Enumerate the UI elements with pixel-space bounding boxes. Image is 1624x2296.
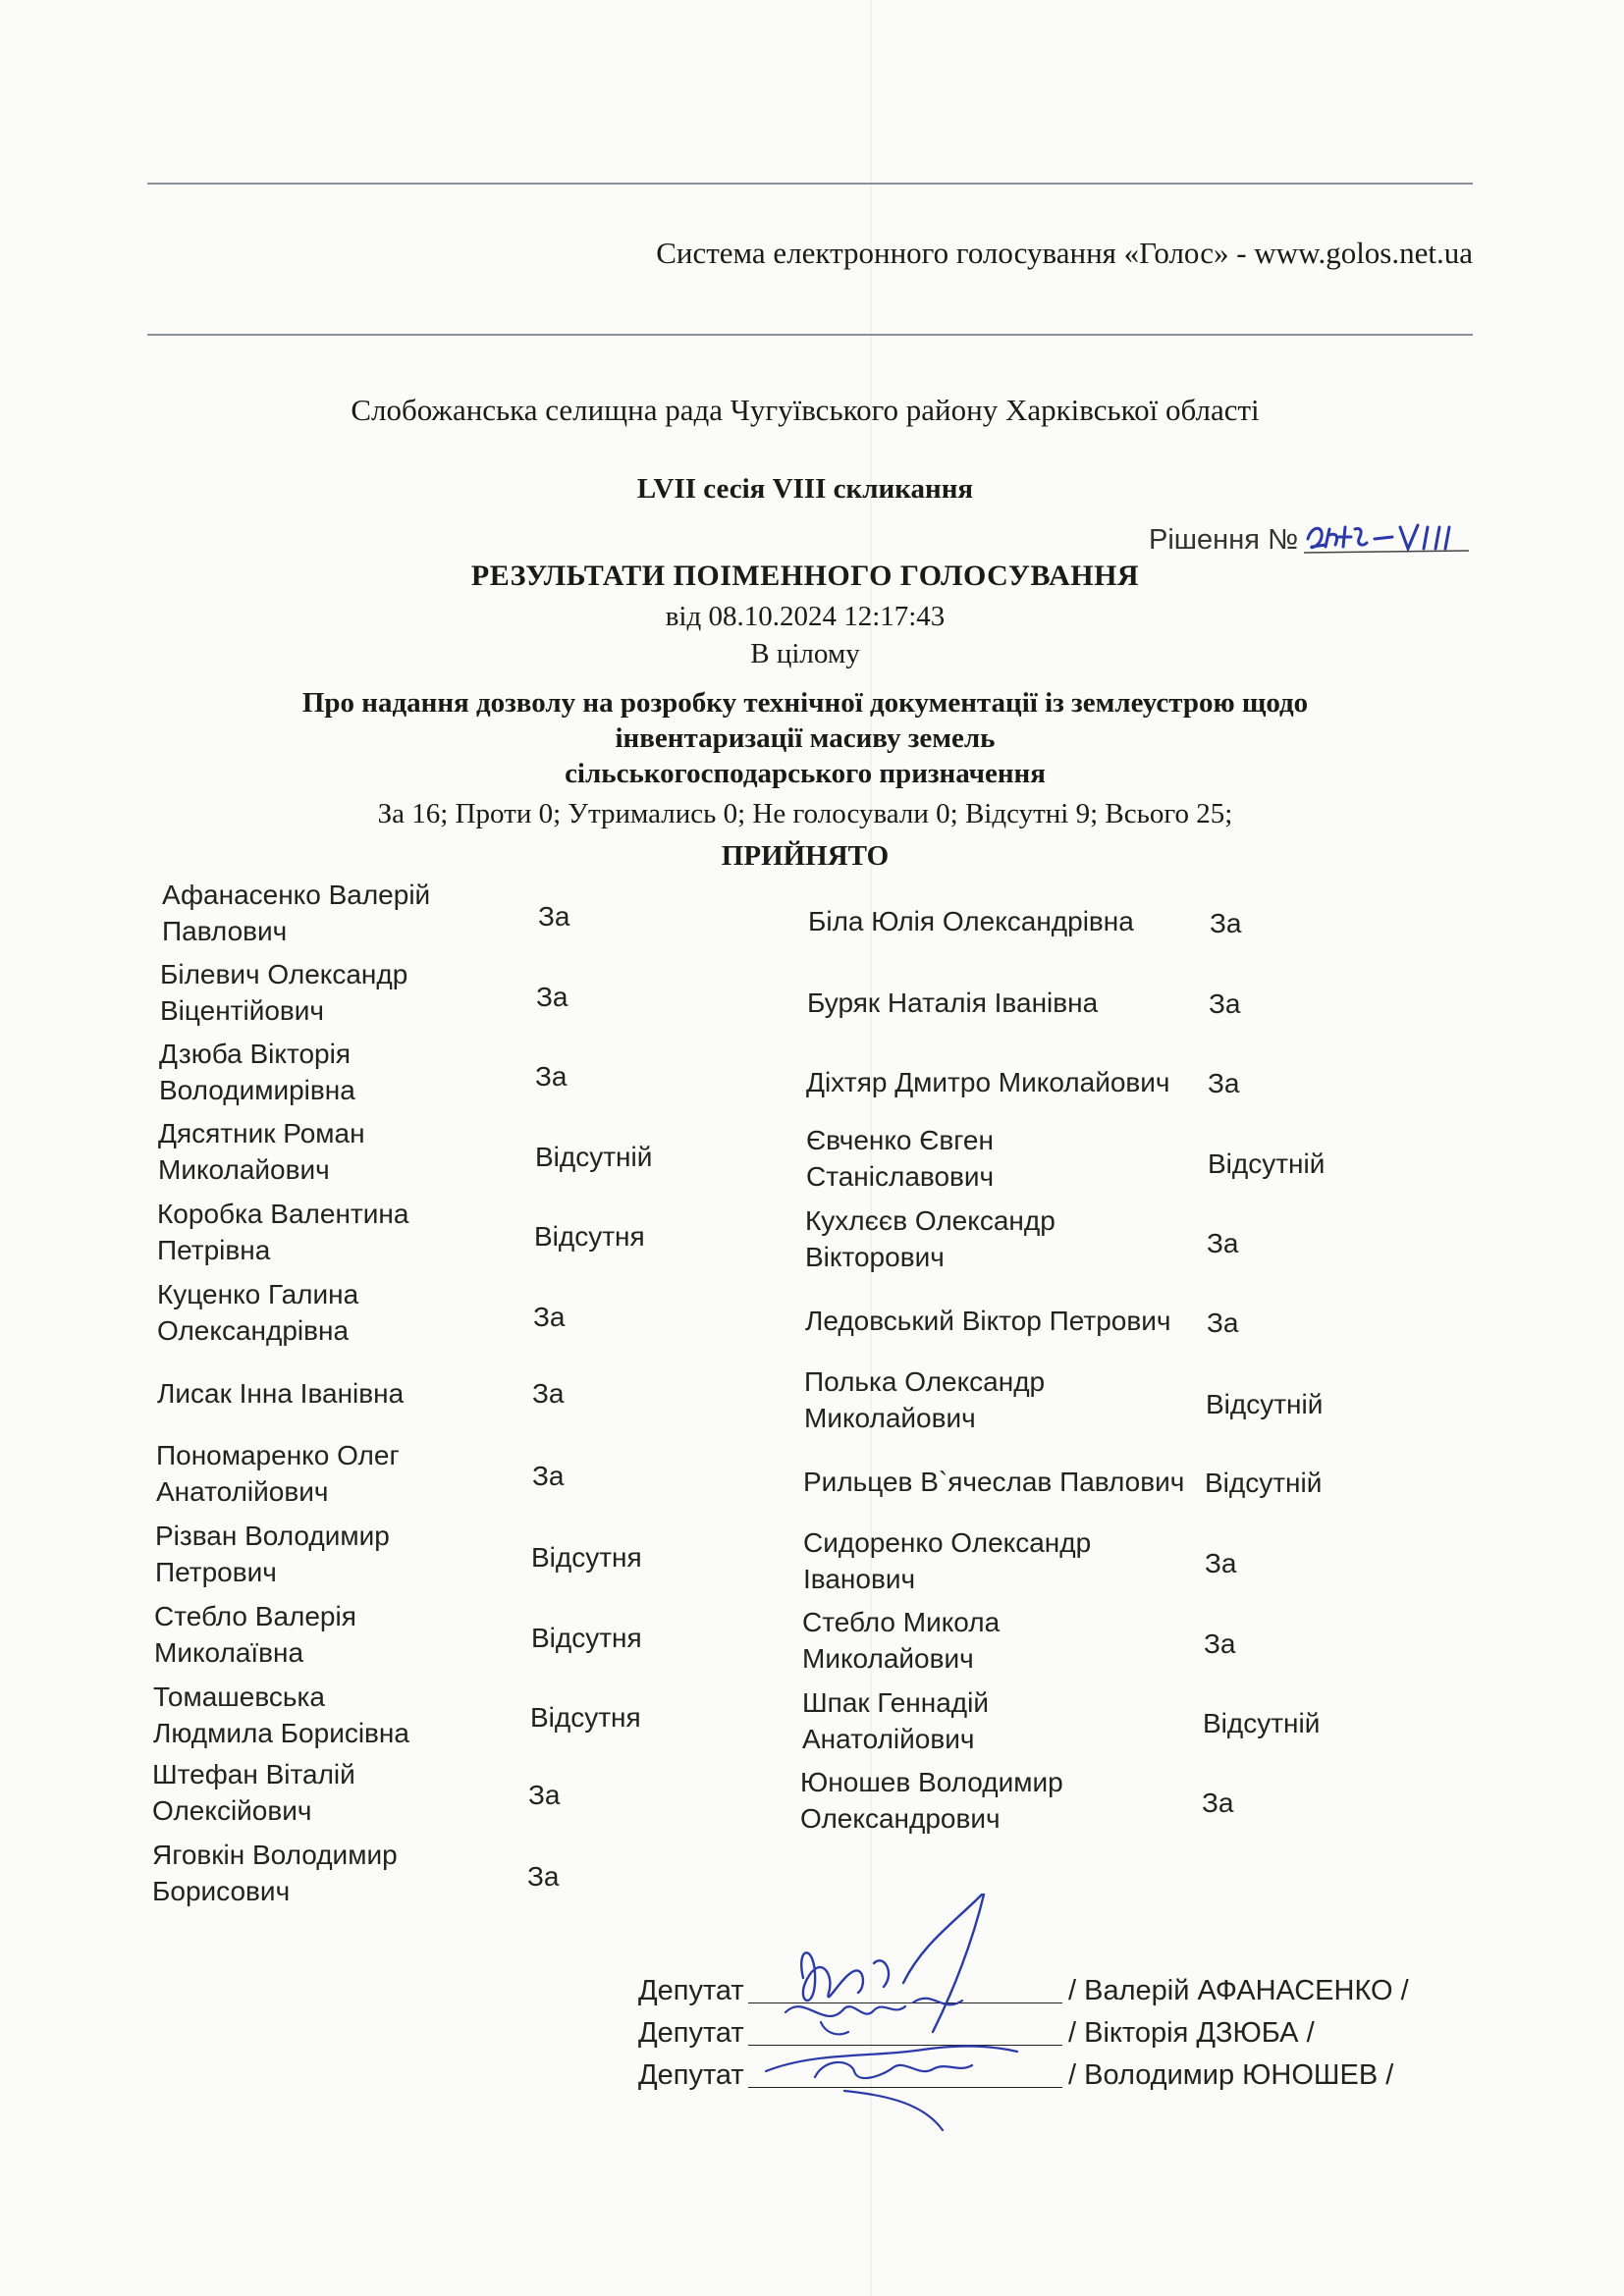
deputy-vote: За <box>536 982 568 1012</box>
council-name: Слобожанська селищна рада Чугуївського району Харківської області <box>351 393 1260 427</box>
session-title: LVII сесія VIII скликання <box>636 473 974 505</box>
deputy-vote: Відсутній <box>1208 1148 1326 1179</box>
deputy-vote: Відсутній <box>1206 1389 1324 1419</box>
deputy-name: Діхтяр Дмитро Миколайович <box>806 1067 1170 1097</box>
deputy-vote: За <box>533 1302 566 1332</box>
deputy-vote: За <box>527 1861 560 1892</box>
vote-result: ПРИЙНЯТО <box>721 840 890 872</box>
deputy-name: Рильцев В`ячеслав Павлович <box>803 1467 1185 1497</box>
subject-line-3: сільськогосподарського призначення <box>565 758 1046 789</box>
deputy-vote: За <box>1207 1308 1239 1338</box>
header-bottom-rule <box>147 334 1473 336</box>
deputy-name: Лисак Інна Іванівна <box>157 1378 405 1409</box>
deputy-vote: За <box>535 1061 568 1092</box>
deputy-name: Куценко Галина Олександрівна <box>157 1279 359 1346</box>
deputy-vote: За <box>1208 1068 1240 1098</box>
vote-scope: В цілому <box>750 638 860 669</box>
signer-name: / Володимир ЮНОШЕВ / <box>1068 2059 1394 2091</box>
handwritten-decision-number <box>1302 517 1474 555</box>
signer-label: Депутат <box>638 1975 744 2006</box>
deputy-name: Юношев Володимир Олександрович <box>800 1767 1063 1834</box>
deputy-name: Яговкін Володимир Борисович <box>152 1840 398 1906</box>
deputy-name: Томашевська Людмила Борисівна <box>153 1682 409 1748</box>
deputy-name: Кухлєєв Олександр Вікторович <box>805 1205 1056 1272</box>
signer-name: / Вікторія ДЗЮБА / <box>1068 2017 1315 2049</box>
deputy-vote: Відсутній <box>1205 1468 1323 1498</box>
deputy-vote: За <box>1205 1548 1237 1578</box>
system-header: Система електронного голосування «Голос» - www.golos.net.ua <box>656 236 1473 270</box>
deputy-name: Буряк Наталія Іванівна <box>807 988 1099 1018</box>
deputy-name: Стебло Микола Миколайович <box>802 1607 1001 1674</box>
deputy-name: Сидоренко Олександр Іванович <box>803 1527 1092 1594</box>
deputy-vote: Відсутній <box>535 1142 653 1172</box>
deputy-vote: Відсутня <box>531 1542 642 1573</box>
deputy-vote: Відсутня <box>534 1221 645 1252</box>
deputy-name: Стебло Валерія Миколаївна <box>154 1601 356 1668</box>
decision-label: Рішення № <box>1149 524 1299 556</box>
deputy-name: Білевич Олександр Віцентійович <box>160 959 408 1026</box>
handwritten-signatures <box>727 1885 1080 2150</box>
deputy-vote: За <box>1202 1788 1234 1818</box>
deputy-vote: За <box>1207 1228 1239 1258</box>
deputy-name: Афанасенко Валерій Павлович <box>162 880 431 946</box>
deputy-name: Шпак Геннадій Анатолійович <box>802 1687 989 1754</box>
deputy-vote: За <box>1210 908 1242 938</box>
deputy-name: Коробка Валентина Петрівна <box>157 1199 409 1265</box>
deputy-name: Біла Юлія Олександрівна <box>808 906 1134 936</box>
deputy-vote: За <box>532 1378 565 1409</box>
subject-line-2: інвентаризації масиву земель <box>615 722 996 754</box>
vote-summary: За 16; Проти 0; Утримались 0; Не голосували 0; Відсутні 9; Всього 25; <box>377 798 1233 829</box>
top-rule <box>147 183 1473 185</box>
deputy-name: Дзюба Вікторія Володимирівна <box>159 1039 355 1105</box>
decision-number <box>1149 517 1474 557</box>
deputy-vote: За <box>1209 988 1241 1019</box>
deputy-vote: За <box>528 1780 561 1810</box>
deputy-vote: Відсутня <box>530 1702 641 1733</box>
deputy-name: Полька Олександр Миколайович <box>804 1366 1046 1433</box>
deputy-name: Дясятник Роман Миколайович <box>158 1118 365 1185</box>
subject-line-1: Про надання дозволу на розробку технічної документації із землеустрою щодо <box>301 687 1309 719</box>
vote-date: від 08.10.2024 12:17:43 <box>665 601 946 632</box>
vote-subject <box>0 685 1610 791</box>
deputy-vote: За <box>1204 1629 1236 1659</box>
deputy-name: Євченко Євген Станіславович <box>806 1125 995 1192</box>
signer-label: Депутат <box>638 2059 744 2091</box>
document-title: РЕЗУЛЬТАТИ ПОІМЕННОГО ГОЛОСУВАННЯ <box>470 560 1140 592</box>
deputy-name: Штефан Віталій Олексійович <box>152 1759 355 1826</box>
deputy-name: Пономаренко Олег Анатолійович <box>156 1440 400 1507</box>
signer-name: / Валерій АФАНАСЕНКО / <box>1068 1975 1409 2006</box>
deputy-vote: Відсутній <box>1203 1708 1321 1738</box>
signer-label: Депутат <box>638 2017 744 2049</box>
deputy-name: Ледовський Віктор Петрович <box>805 1306 1171 1336</box>
deputy-vote: Відсутня <box>531 1623 642 1653</box>
deputy-vote: За <box>538 901 570 932</box>
deputy-name: Різван Володимир Петрович <box>155 1521 390 1587</box>
deputy-vote: За <box>532 1461 565 1491</box>
